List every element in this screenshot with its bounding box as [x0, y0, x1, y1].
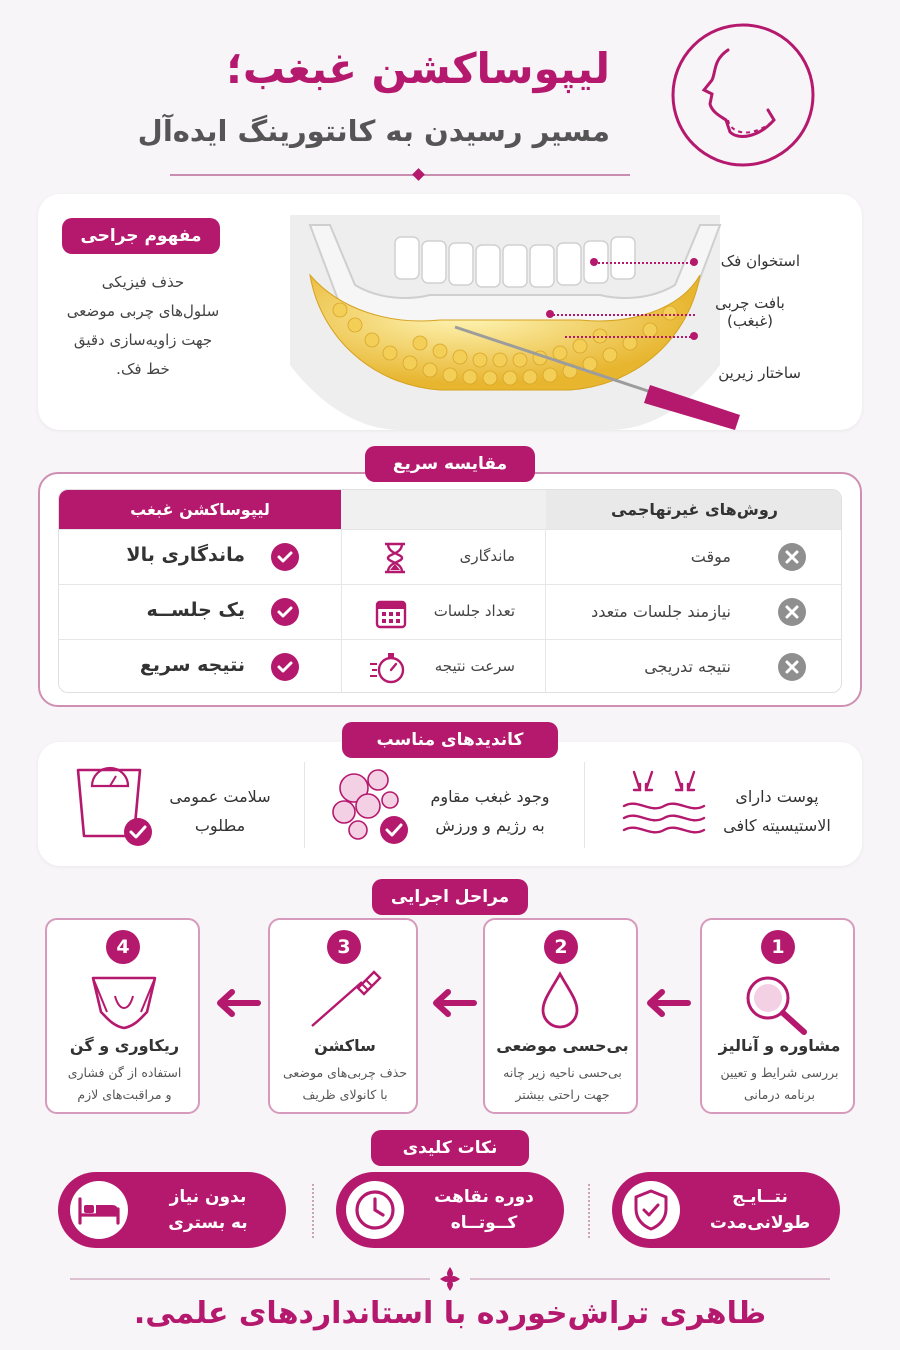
elastic-skin-icon — [620, 770, 706, 836]
step-desc-line: جهت راحتی بیشتر — [515, 1087, 610, 1102]
step-description — [702, 1062, 857, 1106]
leader-dot — [690, 258, 698, 266]
page-subtitle: مسیر رسیدن به کانتورینگ ایده‌آل — [137, 114, 610, 148]
footer-divider — [470, 1278, 830, 1280]
label-fat-line: بافت چربی — [715, 294, 785, 312]
header-liposuction: لیپوساکشن غبغب — [59, 490, 341, 529]
scale-icon — [70, 764, 156, 848]
non-invasive-value: موقت — [690, 547, 731, 566]
cross-icon — [778, 543, 806, 571]
candidates-badge: کاندیدهای مناسب — [342, 722, 558, 758]
cannula-icon — [306, 968, 384, 1030]
step-title: ساکشن — [314, 1036, 376, 1055]
criterion-label: سرعت نتیجه — [434, 657, 515, 675]
step-desc-line: با کانولای ظریف — [302, 1087, 388, 1102]
shield-check-icon — [622, 1181, 680, 1239]
hourglass-icon — [382, 542, 408, 574]
jaw-anatomy-illustration — [280, 215, 750, 430]
keypoint-card — [612, 1172, 840, 1248]
candidate-item — [410, 782, 570, 840]
bed-icon — [70, 1181, 128, 1239]
candidate-line: وجود غبغب مقاوم — [430, 787, 550, 806]
comparison-table — [58, 489, 842, 693]
keypoint-line: نتــایـج — [732, 1187, 788, 1207]
step-card — [700, 918, 855, 1114]
arrow-left-icon — [424, 988, 478, 1018]
table-row — [59, 584, 842, 639]
concept-line: حذف فیزیکی — [101, 273, 185, 291]
keypoint-text — [138, 1184, 278, 1236]
candidate-line: پوست دارای — [735, 787, 819, 806]
candidate-line: الاستیسیته کافی — [723, 816, 831, 835]
leader-line — [595, 262, 695, 264]
keypoint-line: کــوتــاه — [450, 1213, 518, 1233]
table-row — [59, 639, 842, 693]
arrow-left-icon — [638, 988, 692, 1018]
header-non-invasive: روش‌های غیرتهاجمی — [546, 490, 842, 529]
step-title: مشاوره و آنالیز — [718, 1036, 841, 1055]
keypoint-card — [336, 1172, 564, 1248]
keypoint-text — [690, 1184, 830, 1236]
check-icon — [271, 653, 299, 681]
check-icon — [271, 543, 299, 571]
label-fat-line: (غبغب) — [726, 312, 774, 330]
candidate-item — [712, 782, 842, 840]
label-jaw-bone: استخوان فک — [720, 252, 800, 270]
step-card — [268, 918, 418, 1114]
keypoint-icon-holder — [70, 1181, 128, 1239]
leader-line — [565, 336, 695, 338]
concept-line: خط فک. — [116, 360, 170, 378]
divider — [584, 762, 585, 848]
lipo-value: نتیجه سریع — [139, 654, 245, 676]
lipo-value: ماندگاری بالا — [126, 544, 245, 566]
candidate-line: سلامت عمومی — [169, 787, 271, 806]
keypoints-badge: نکات کلیدی — [371, 1130, 529, 1166]
table-row — [59, 529, 842, 584]
leader-dot — [590, 258, 598, 266]
fat-cells-icon — [328, 766, 412, 848]
check-icon — [271, 598, 299, 626]
candidate-line: به رژیم و ورزش — [435, 816, 545, 835]
keypoint-card — [58, 1172, 286, 1248]
leader-dot — [690, 332, 698, 340]
drop-icon — [537, 970, 583, 1032]
steps-badge: مراحل اجرایی — [372, 879, 528, 915]
magnifier-icon — [740, 972, 812, 1036]
divider — [588, 1184, 590, 1238]
step-number: 2 — [544, 930, 578, 964]
step-number: 3 — [327, 930, 361, 964]
step-desc-line: بررسی شرایط و تعیین — [720, 1065, 839, 1080]
stopwatch-icon — [368, 650, 408, 686]
keypoint-line: طولانی‌مدت — [709, 1213, 811, 1233]
cross-icon — [778, 653, 806, 681]
lipo-value: یک جلســه — [146, 599, 245, 621]
step-desc-line: و مراقبت‌های لازم — [77, 1087, 172, 1102]
arrow-left-icon — [208, 988, 262, 1018]
concept-line: جهت زاویه‌سازی دقیق — [73, 331, 213, 349]
floral-ornament-icon — [438, 1265, 462, 1293]
candidate-item — [150, 782, 290, 840]
criterion-label: تعداد جلسات — [433, 602, 515, 620]
compression-garment-icon — [87, 972, 161, 1032]
step-description — [485, 1062, 640, 1106]
step-description — [270, 1062, 420, 1106]
candidate-line: مطلوب — [194, 816, 246, 835]
step-desc-line: حذف چربی‌های موضعی — [282, 1065, 408, 1080]
step-title: بی‌حسی موضعی — [496, 1036, 629, 1055]
jawline-profile-icon — [668, 20, 818, 170]
header-divider — [170, 174, 630, 176]
step-number: 4 — [106, 930, 140, 964]
divider — [312, 1184, 314, 1238]
keypoint-line: دوره نقاهت — [434, 1187, 534, 1207]
keypoint-line: به بستری — [168, 1213, 248, 1233]
step-number: 1 — [761, 930, 795, 964]
keypoint-icon-holder — [622, 1181, 680, 1239]
non-invasive-value: نیازمند جلسات متعدد — [591, 602, 731, 621]
step-title: ریکاوری و گن — [69, 1036, 180, 1055]
label-underlying-structure: ساختار زیرین — [718, 364, 801, 382]
concept-description — [58, 268, 228, 384]
footer-divider — [70, 1278, 430, 1280]
clock-icon — [346, 1181, 404, 1239]
step-desc-line: بی‌حسی ناحیه زیر چانه — [503, 1065, 622, 1080]
comparison-badge: مقایسه سریع — [365, 446, 535, 482]
step-description — [47, 1062, 202, 1106]
leader-dot — [546, 310, 554, 318]
step-card — [483, 918, 638, 1114]
step-card — [45, 918, 200, 1114]
keypoint-icon-holder — [346, 1181, 404, 1239]
cross-icon — [778, 598, 806, 626]
calendar-icon — [375, 597, 407, 629]
keypoint-line: بدون نیاز — [169, 1187, 247, 1207]
keypoint-text — [414, 1184, 554, 1236]
divider — [304, 762, 305, 848]
step-desc-line: استفاده از گن فشاری — [67, 1065, 182, 1080]
header-divider-diamond — [412, 168, 425, 181]
page-title: لیپوساکشن غبغب؛ — [226, 44, 610, 93]
concept-line: سلول‌های چربی موضعی — [66, 302, 220, 320]
footer-tagline: ظاهری تراش‌خورده با استانداردهای علمی. — [133, 1296, 767, 1331]
concept-badge: مفهوم جراحی — [62, 218, 220, 254]
criterion-label: ماندگاری — [459, 547, 515, 565]
label-fat-tissue — [705, 294, 795, 330]
non-invasive-value: نتیجه تدریجی — [644, 657, 731, 676]
leader-line — [550, 314, 695, 316]
header-empty — [341, 490, 546, 529]
step-desc-line: برنامه درمانی — [743, 1087, 816, 1102]
